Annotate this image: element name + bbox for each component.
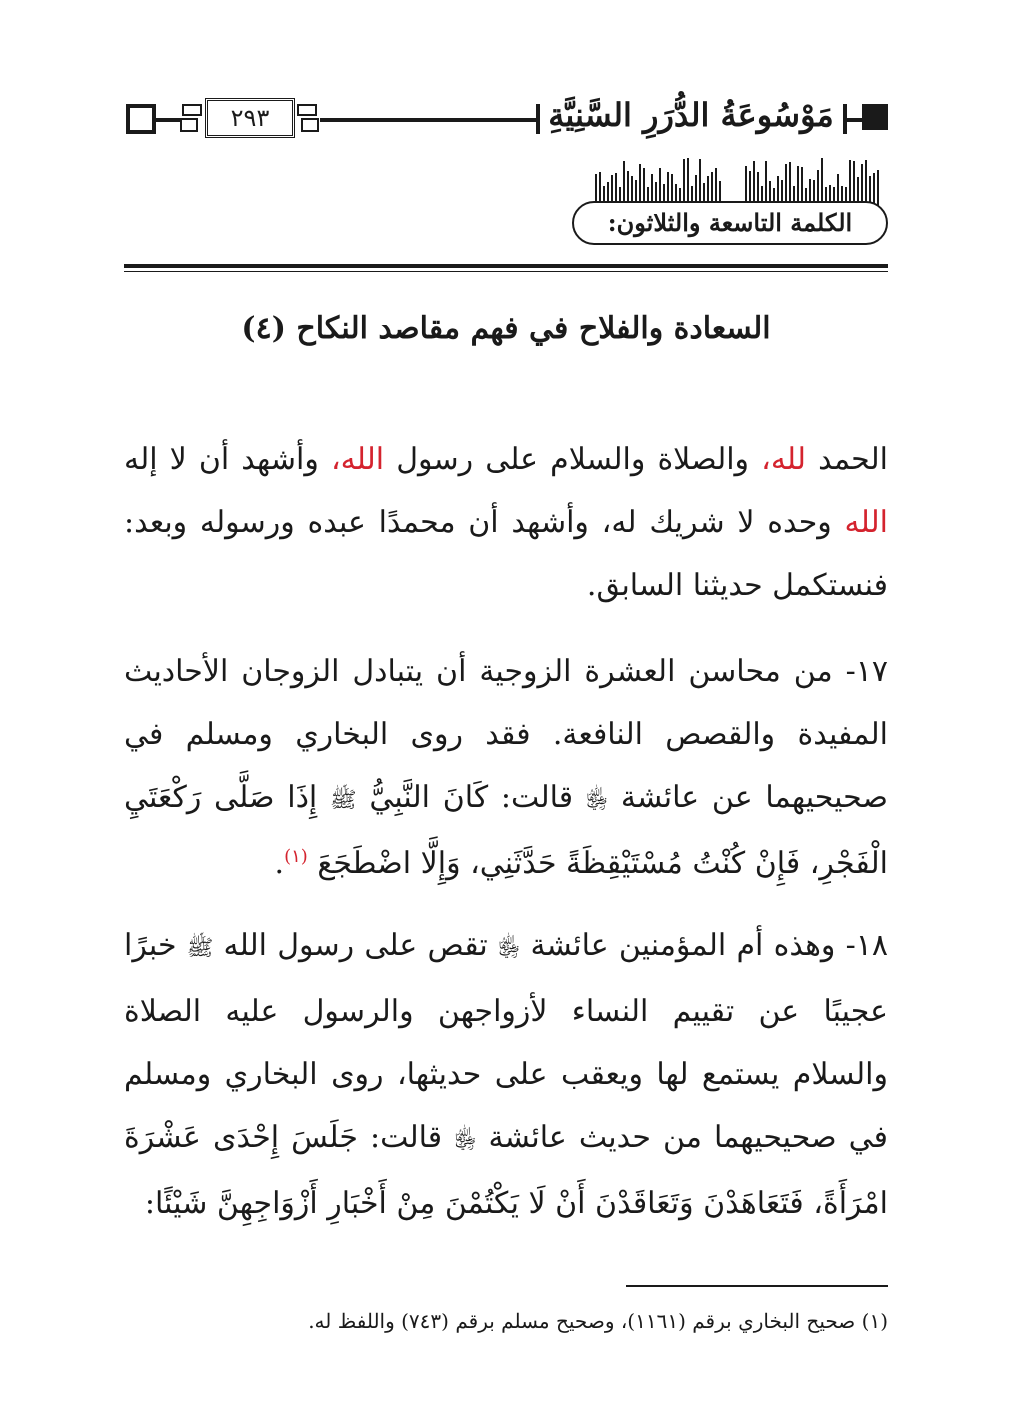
- footnote-separator: [626, 1285, 888, 1287]
- paragraph-intro: [124, 428, 888, 617]
- text: قالت: كَانَ النَّبِيُّ: [356, 780, 586, 815]
- header-separator-thick: [124, 264, 888, 268]
- knot-ornament-left: [178, 100, 204, 136]
- text: الحمد: [805, 442, 889, 477]
- header-bar-right: [843, 104, 847, 134]
- header-separator-thin: [124, 271, 888, 272]
- barcode-stroke: [865, 160, 867, 207]
- series-title: مَوْسُوعَةُ الدُّرَرِ السَّنِيَّةِ: [548, 96, 834, 134]
- highlight-allah: الله: [844, 505, 888, 540]
- header-bar-middle: [536, 104, 540, 134]
- footnote-ref-1[interactable]: (١): [284, 846, 308, 867]
- barcode-stroke: [683, 159, 685, 207]
- knot-ornament-right: [295, 100, 321, 136]
- barcode-stroke: [821, 158, 823, 207]
- barcode-ornament-left: [595, 157, 721, 207]
- text: ١٨- وهذه أم المؤمنين عائشة: [520, 928, 888, 963]
- text: ١٧- من محاسن العشرة الزوجية أن يتبادل الزوجان الأحاديث المفيدة والقصص النافعة. فقد روى البخاري ومسلم في صحيحيهما عن عائشة: [124, 654, 889, 815]
- honorific-glyph: ﵂: [585, 788, 609, 813]
- honorific-glyph: ﵂: [497, 936, 521, 961]
- highlight-allah: لله،: [761, 442, 806, 477]
- barcode-ornament-right: [745, 157, 879, 207]
- barcode-stroke: [699, 159, 701, 207]
- header-square-outline-ornament: [126, 104, 156, 134]
- text: .: [274, 846, 285, 881]
- text: تقص على رسول الله: [213, 928, 498, 963]
- salutation-glyph: ﷺ: [186, 936, 214, 961]
- highlight-allah: الله،: [330, 442, 385, 477]
- barcode-stroke: [849, 160, 851, 207]
- footnote-1: (١) صحيح البخاري برقم (١١٦١)، وصحيح مسلم برقم (٧٤٣) واللفظ له.: [308, 1309, 888, 1333]
- hadith-text: إِذَا صَلَّى رَكْعَتَيِ الْفَجْرِ، فَإِنْ كُنْتُ مُسْتَيْقِظَةً حَدَّثَنِي، وَإِلَّا اضْطَجَعَ: [124, 780, 888, 881]
- text: خبرًا عجيبًا عن تقييم النساء لأزواجهن والرسول عليه الصلاة والسلام يستمع لها ويعقب على حديثها، روى البخاري ومسلم في صحيحيهما من حديث عائشة: [124, 928, 888, 1155]
- paragraph-item-18: [124, 914, 888, 1235]
- salutation-glyph: ﷺ: [330, 788, 357, 813]
- barcode-stroke: [877, 170, 879, 207]
- page-number: ٢٩٣: [205, 98, 295, 138]
- text: وحده لا شريك له، وأشهد أن محمدًا عبده ورسوله وبعد: فنستكمل حديثنا السابق.: [124, 505, 888, 603]
- text: والصلاة والسلام على رسول: [384, 442, 762, 477]
- article-title: السعادة والفلاح في فهم مقاصد النكاح (٤): [241, 311, 771, 346]
- honorific-glyph: ﵂: [454, 1128, 477, 1153]
- header-rule-middle: [320, 118, 540, 122]
- header-square-ornament: [862, 104, 888, 130]
- barcode-stroke: [687, 158, 689, 207]
- section-label: الكلمة التاسعة والثلاثون:: [572, 201, 888, 245]
- hadith-text: قالت: جَلَسَ إِحْدَى عَشْرَةَ امْرَأَةً، فَتَعَاهَدْنَ وَتَعَاقَدْنَ أَنْ لَا يَكْتُمْنَ مِنْ أَخْبَارِ أَزْوَاجِهِنَّ شَيْئًا:: [124, 1120, 888, 1221]
- text: وأشهد أن لا إله: [124, 442, 331, 477]
- paragraph-item-17: [124, 640, 888, 895]
